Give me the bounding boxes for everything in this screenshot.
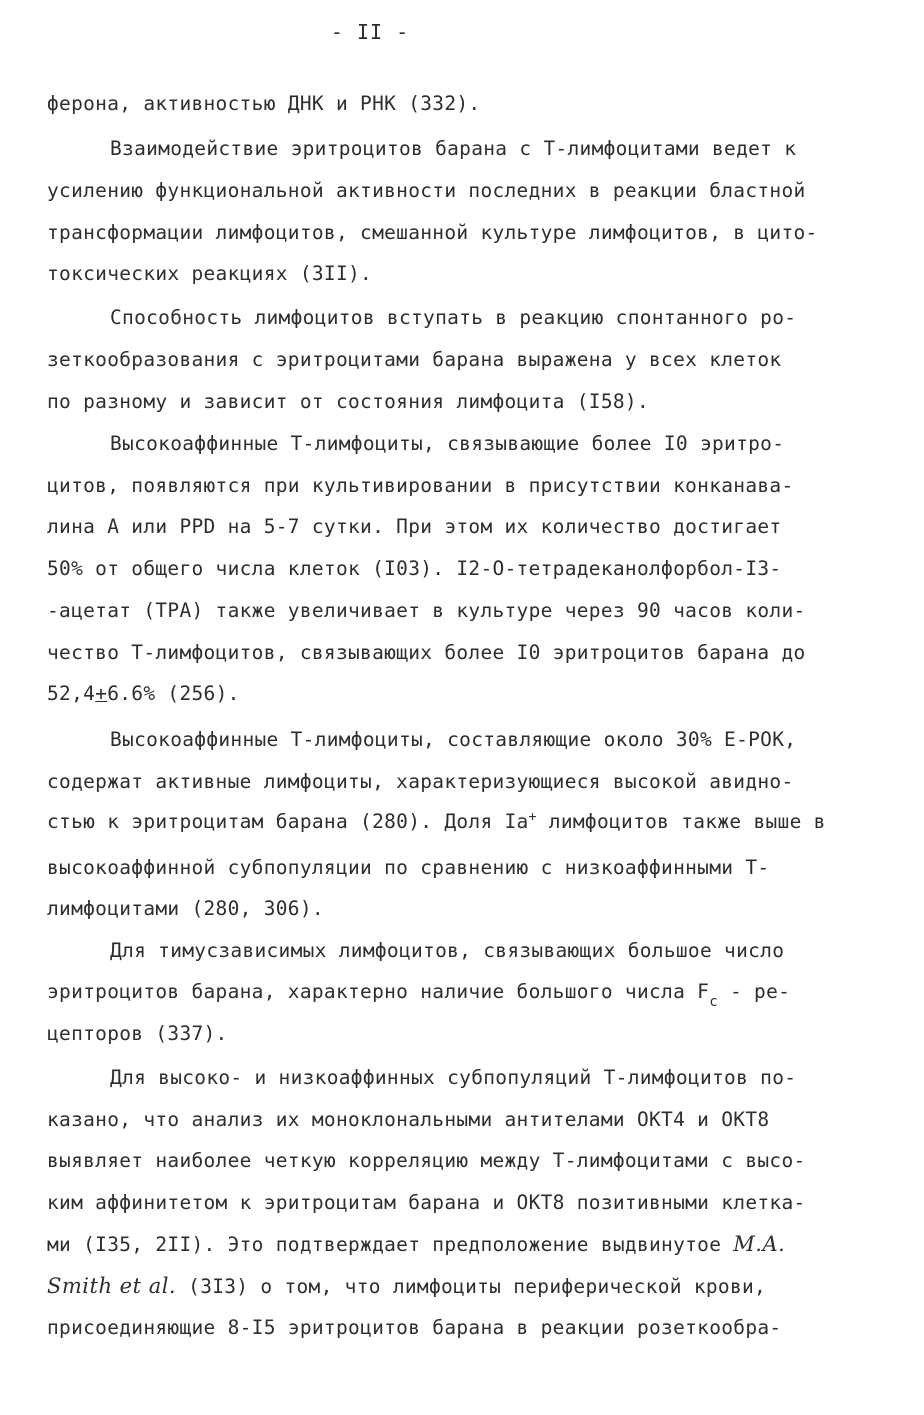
- superscript: +: [528, 809, 537, 825]
- text-line: по разному и зависит от состояния лимфоцита (I58).: [47, 390, 649, 413]
- text-line: присоединяющие 8-I5 эритроцитов барана в реакции розеткообра-: [47, 1316, 782, 1339]
- value-text: 52,4: [47, 682, 96, 705]
- text-line: [47, 1232, 785, 1257]
- handwritten-author: M.A.: [733, 1232, 786, 1256]
- text-line: лина А или PPD на 5-7 сутки. При этом их количество достигает: [47, 515, 782, 538]
- text-line: чество Т-лимфоцитов, связывающих более I0 эритроцитов барана до: [47, 641, 806, 664]
- text-line: [47, 980, 791, 1010]
- text-line: высокоаффинной субпопуляции по сравнению с низкоаффинными Т-: [47, 856, 770, 879]
- text-line: Для высоко- и низкоаффинных субпопуляций Т-лимфоцитов по-: [110, 1066, 797, 1089]
- text-line: трансформации лимфоцитов, смешанной культуре лимфоцитов, в цито-: [47, 221, 818, 244]
- text-line: зеткообразования с эритроцитами барана выражена у всех клеток: [47, 348, 782, 371]
- text-segment: - ре-: [717, 980, 791, 1003]
- subscript: c: [709, 994, 718, 1010]
- text-line: цитов, появляются при культивировании в присутствии конканава-: [47, 474, 794, 497]
- text-segment: эритроцитов барана, характерно наличие большого числа F: [47, 980, 710, 1003]
- text-line: 50% от общего числа клеток (I03). I2-О-тетрадеканолфорбол-I3-: [47, 557, 782, 580]
- text-line: Для тимусзависимых лимфоцитов, связывающих большое число: [110, 939, 785, 962]
- page-number: - II -: [330, 20, 410, 44]
- text-line: Способность лимфоцитов вступать в реакцию спонтанного ро-: [110, 306, 797, 329]
- text-line: лимфоцитами (280, 306).: [47, 897, 324, 920]
- text-line: выявляет наиболее четкую корреляцию между Т-лимфоцитами с высо-: [47, 1149, 806, 1172]
- text-segment: стью к эритроцитам барана (280). Доля Ia: [47, 810, 529, 833]
- text-line: Высокоаффинные Т-лимфоциты, составляющие около 30% Е-РОК,: [110, 728, 797, 751]
- text-segment: (3I3) о том, что лимфоциты периферической крови,: [176, 1275, 767, 1298]
- text-line: ким аффинитетом к эритроцитам барана и ОКТ8 позитивными клетка-: [47, 1191, 806, 1214]
- text-line: содержат активные лимфоциты, характеризующиеся высокой авидно-: [47, 770, 794, 793]
- text-line: Высокоаффинные Т-лимфоциты, связывающие более I0 эритро-: [110, 432, 785, 455]
- text-line: -ацетат (TPA) также увеличивает в культуре через 90 часов коли-: [47, 599, 806, 622]
- value-text: 6.6% (256).: [107, 682, 240, 705]
- text-segment: ми (I35, 2II). Это подтверждает предположение выдвинутое: [47, 1233, 734, 1256]
- text-line: [47, 682, 240, 706]
- text-line: [47, 1274, 766, 1299]
- text-segment: лимфоцитов также выше в: [536, 810, 826, 833]
- text-line: казано, что анализ их моноклональными антителами ОКТ4 и ОКТ8: [47, 1108, 770, 1131]
- text-line: токсических реакциях (3II).: [47, 262, 373, 285]
- handwritten-author: Smith et al.: [47, 1274, 177, 1298]
- text-line: усилению функциональной активности последних в реакции бластной: [47, 179, 806, 202]
- plus-minus-sign: +: [95, 682, 108, 705]
- text-line: [47, 810, 826, 834]
- text-line: ферона, активностью ДНК и РНК (332).: [47, 92, 481, 115]
- text-line: Взаимодействие эритроцитов барана с Т-лимфоцитами ведет к: [110, 137, 797, 160]
- text-line: цепторов (337).: [47, 1022, 228, 1045]
